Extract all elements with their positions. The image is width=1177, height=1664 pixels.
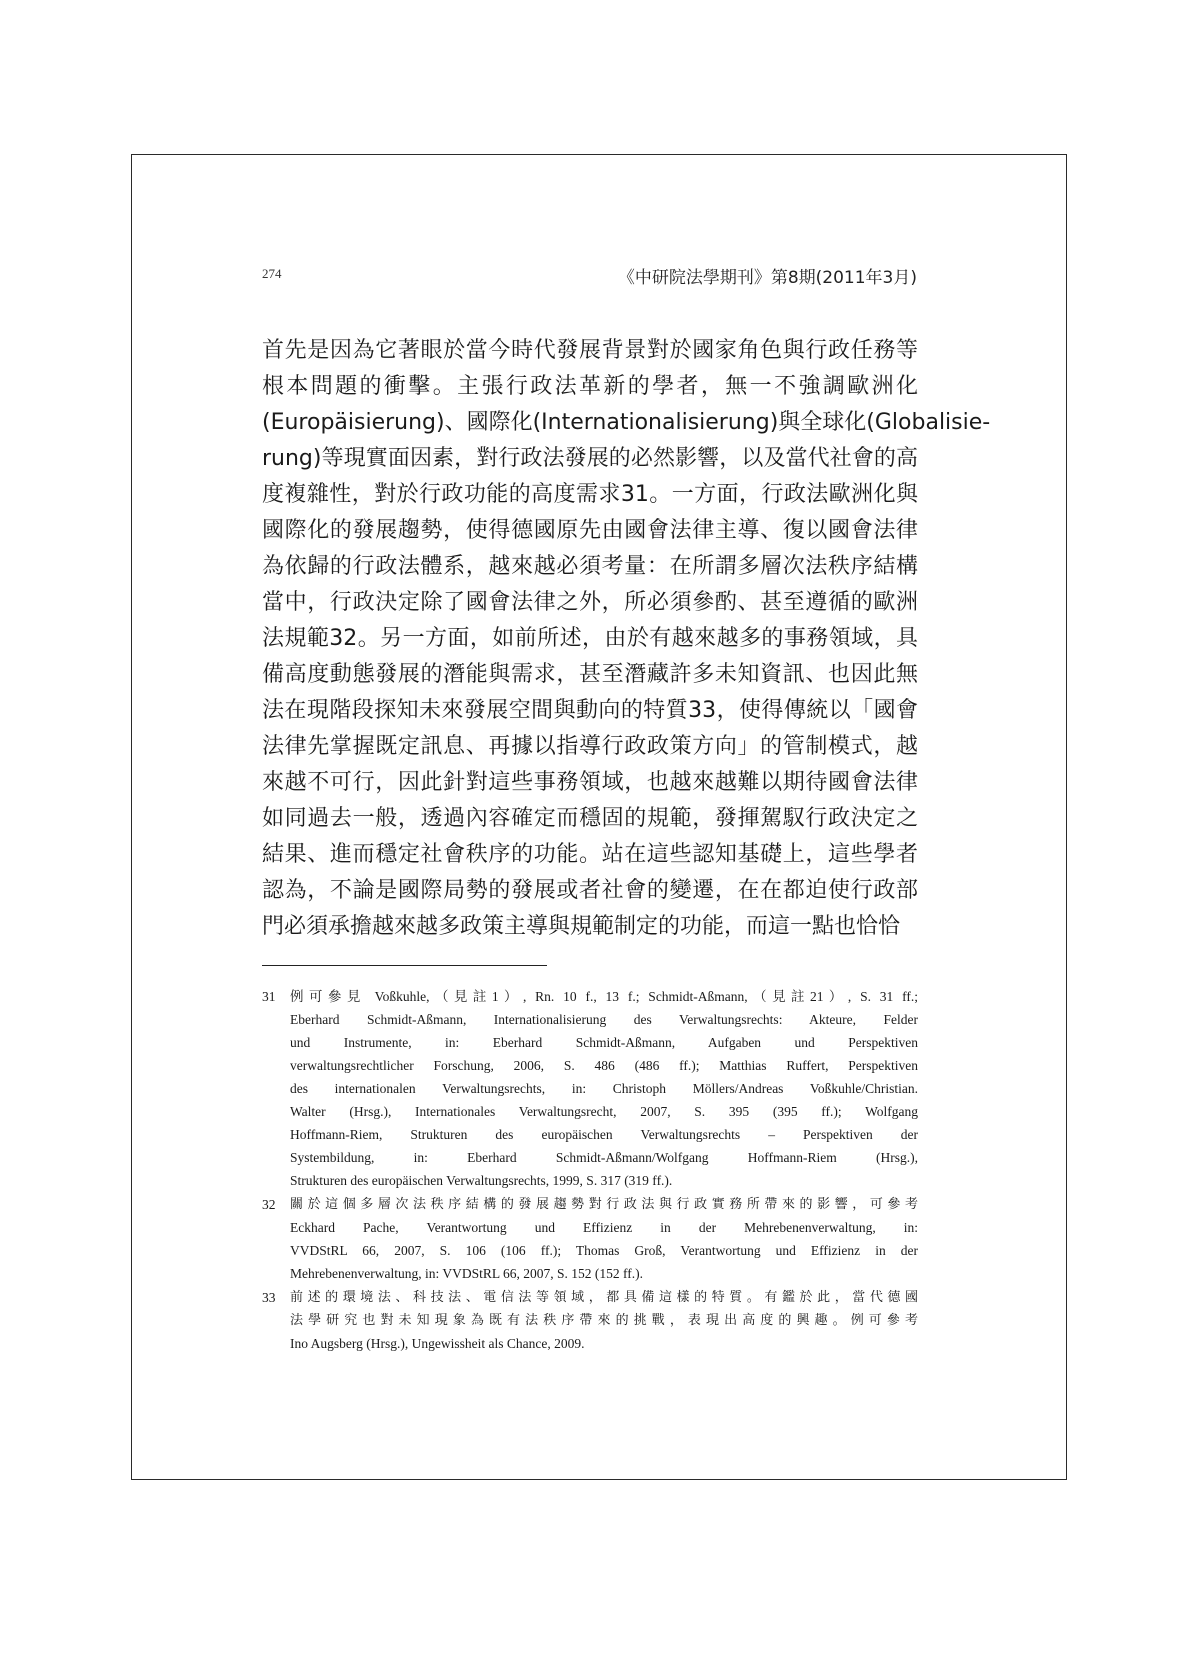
footnote-line: 法學研究也對未知現象為既有法秩序帶來的挑戰，表現出高度的興趣。例可參考 — [290, 1313, 918, 1328]
footnote-line: Systembildung, in: Eberhard Schmidt-Aßmann/Wolfgang Hoffmann-Riem (Hrsg.), — [290, 1150, 918, 1165]
footnote-number: 31 — [262, 989, 276, 1004]
footnote-line: des internationalen Verwaltungsrechts, in: Christoph Möllers/Andreas Voßkuhle/Christian. — [290, 1081, 918, 1096]
footnote-line: Eckhard Pache, Verantwortung und Effizienz in der Mehrebenenverwaltung, in: — [290, 1220, 918, 1235]
footnote-line: Strukturen des europäischen Verwaltungsrechts, 1999, S. 317 (319 ff.). — [290, 1173, 673, 1188]
body-line: 當中，行政決定除了國會法律之外，所必須參酌、甚至遵循的歐洲 — [262, 590, 918, 615]
footnote-line: und Instrumente, in: Eberhard Schmidt-Aßmann, Aufgaben und Perspektiven — [290, 1035, 918, 1050]
footnote-line: Ino Augsberg (Hrsg.), Ungewissheit als Chance, 2009. — [290, 1336, 585, 1351]
body-line: 法律先掌握既定訊息、再據以指導行政政策方向」的管制模式，越 — [262, 734, 918, 759]
body-line: 首先是因為它著眼於當今時代發展背景對於國家角色與行政任務等 — [262, 338, 918, 363]
body-line: 為依歸的行政法體系，越來越必須考量：在所謂多層次法秩序結構 — [262, 554, 918, 579]
page-header — [262, 263, 917, 289]
body-line: 法規範32。另一方面，如前所述，由於有越來越多的事務領域，具 — [262, 626, 918, 651]
footnote-32 — [262, 1193, 918, 1285]
footnote-line: 例可參見 Voßkuhle,（見註1）, Rn. 10 f., 13 f.; Schmidt-Aßmann,（見註21）, S. 31 ff.; — [290, 989, 918, 1004]
footnote-number: 33 — [262, 1290, 276, 1305]
footnote-31 — [262, 985, 918, 1192]
running-head: 《中研院法學期刊》第8期(2011年3月) — [617, 268, 917, 288]
footnote-line: Hoffmann-Riem, Strukturen des europäischen Verwaltungsrechts – Perspektiven der — [290, 1127, 918, 1142]
footnote-separator — [262, 965, 547, 966]
footnote-line: 關於這個多層次法秩序結構的發展趨勢對行政法與行政實務所帶來的影響，可參考 — [290, 1197, 918, 1212]
footnote-line: Mehrebenenverwaltung, in: VVDStRL 66, 2007, S. 152 (152 ff.). — [290, 1266, 643, 1281]
body-line: 法在現階段探知未來發展空間與動向的特質33，使得傳統以「國會 — [262, 698, 918, 723]
body-line: rung)等現實面因素，對行政法發展的必然影響，以及當代社會的高 — [262, 446, 918, 471]
footnotes — [262, 985, 918, 1356]
body-line: 認為，不論是國際局勢的發展或者社會的變遷，在在都迫使行政部 — [262, 878, 918, 903]
body-line: 來越不可行，因此針對這些事務領域，也越來越難以期待國會法律 — [262, 770, 918, 795]
body-line: 國際化的發展趨勢，使得德國原先由國會法律主導、復以國會法律 — [262, 518, 918, 543]
body-line: (Europäisierung)、國際化(Internationalisierung)與全球化(Globalisie- — [262, 410, 991, 435]
body-text — [262, 333, 991, 945]
body-line: 如同過去一般，透過內容確定而穩固的規範，發揮駕馭行政決定之 — [262, 806, 918, 831]
footnote-line: 前述的環境法、科技法、電信法等領域，都具備這樣的特質。有鑑於此，當代德國 — [290, 1290, 918, 1305]
footnote-line: verwaltungsrechtlicher Forschung, 2006, S. 486 (486 ff.); Matthias Ruffert, Perspektiven — [290, 1058, 918, 1073]
footnote-line: Eberhard Schmidt-Aßmann, Internationalisierung des Verwaltungsrechts: Akteure, Felder — [290, 1012, 918, 1027]
footnote-33 — [262, 1286, 918, 1355]
body-line: 根本問題的衝擊。主張行政法革新的學者，無一不強調歐洲化 — [262, 374, 918, 399]
body-line: 門必須承擔越來越多政策主導與規範制定的功能，而這一點也恰恰 — [262, 914, 901, 939]
body-line: 度複雜性，對於行政功能的高度需求31。一方面，行政法歐洲化與 — [262, 482, 918, 507]
body-line: 備高度動態發展的潛能與需求，甚至潛藏許多未知資訊、也因此無 — [262, 662, 918, 687]
footnote-line: Walter (Hrsg.), Internationales Verwaltungsrecht, 2007, S. 395 (395 ff.); Wolfgang — [290, 1104, 918, 1119]
footnote-line: VVDStRL 66, 2007, S. 106 (106 ff.); Thomas Groß, Verantwortung und Effizienz in der — [290, 1243, 918, 1258]
body-line: 結果、進而穩定社會秩序的功能。站在這些認知基礎上，這些學者 — [262, 842, 918, 867]
page-number: 274 — [262, 266, 282, 281]
footnote-number: 32 — [262, 1197, 276, 1212]
